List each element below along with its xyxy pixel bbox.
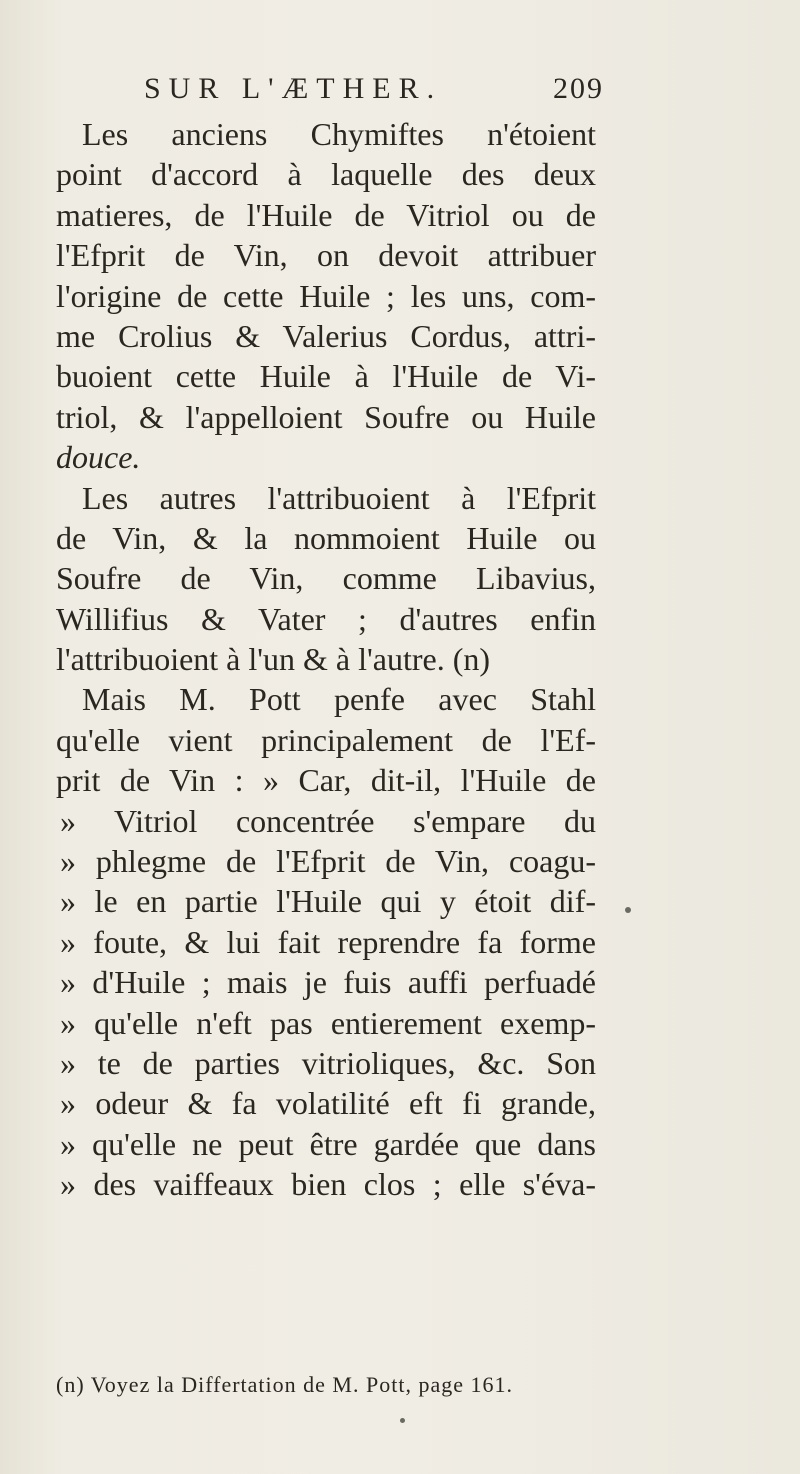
text-line: » le en partie l'Huile qui y étoit dif- [60, 883, 596, 920]
text-line: Les autres l'attribuoient à l'Efprit [82, 479, 596, 516]
text-line: Les anciens Chymiftes n'étoient [82, 116, 596, 152]
text-line: Soufre de Vin, comme Libavius, [56, 560, 596, 597]
text-line: » odeur & fa volatilité eft fi grande, [60, 1085, 596, 1122]
text-line: buoient cette Huile à l'Huile de Vi- [56, 358, 596, 395]
text-line: matieres, de l'Huile de Vitriol ou de [56, 196, 596, 233]
text-line: l'origine de cette Huile ; les uns, com- [56, 277, 596, 314]
text-line: Willifius & Vater ; d'autres enfin [56, 600, 596, 637]
footnote: (n) Voyez la Differtation de M. Pott, page 161. [56, 1372, 513, 1397]
text-line: » qu'elle ne peut être gardée que dans [60, 1125, 596, 1162]
text-line: » te de parties vitrioliques, &c. Son [60, 1044, 596, 1081]
page-number: 209 [553, 72, 604, 105]
text-line: triol, & l'appelloient Soufre ou Huile [56, 398, 596, 435]
text-line: » d'Huile ; mais je fuis auffi perfuadé [60, 964, 596, 1001]
running-title: SUR L'ÆTHER. [144, 72, 443, 105]
text-line: me Crolius & Valerius Cordus, attri- [56, 317, 596, 354]
text-line: prit de Vin : » Car, dit-il, l'Huile de [56, 762, 596, 799]
text-line: l'attribuoient à l'un & à l'autre. (n) [56, 641, 491, 678]
ink-speck [400, 1418, 405, 1423]
text-line: » des vaiffeaux bien clos ; elle s'éva- [60, 1166, 596, 1203]
text-line: qu'elle vient principalement de l'Ef- [56, 721, 596, 758]
body-text [56, 114, 596, 1205]
text-line: point d'accord à laquelle des deux [56, 156, 596, 193]
text-line: » phlegme de l'Efprit de Vin, coagu- [60, 843, 596, 880]
page-header [144, 72, 604, 116]
text-line: l'Efprit de Vin, on devoit attribuer [56, 237, 596, 274]
text-line: de Vin, & la nommoient Huile ou [56, 519, 596, 556]
text-line: douce. [56, 439, 141, 476]
text-line: » Vitriol concentrée s'empare du [60, 802, 596, 839]
text-line: » qu'elle n'eft pas entierement exemp- [60, 1004, 596, 1041]
text-line: » foute, & lui fait reprendre fa forme [60, 923, 596, 960]
text-line: Mais M. Pott penfe avec Stahl [82, 681, 596, 718]
ink-speck [625, 907, 631, 913]
